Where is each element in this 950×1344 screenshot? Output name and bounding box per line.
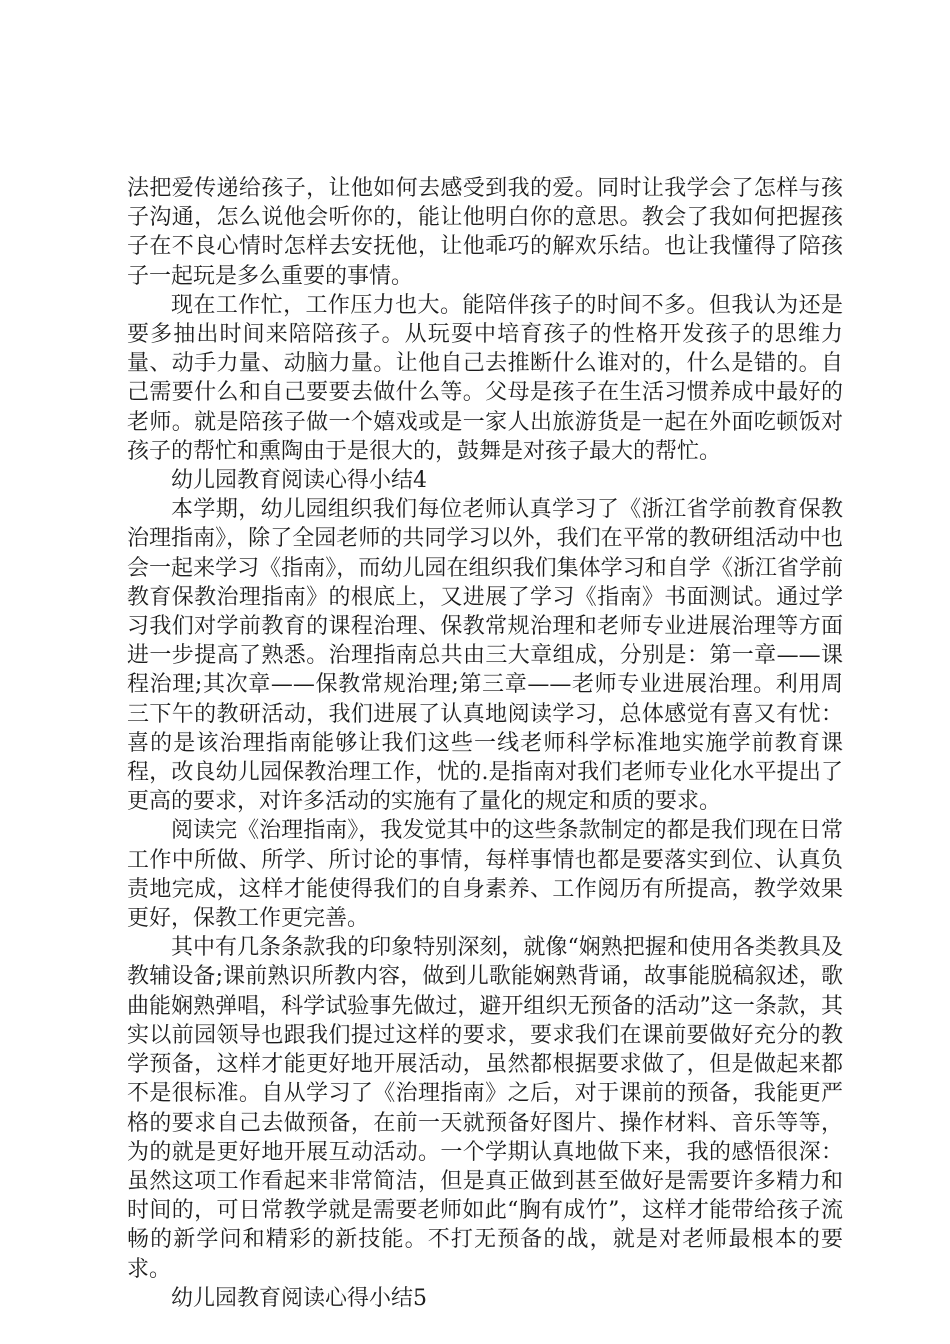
section-heading-5: 幼儿园教育阅读心得小结5 (171, 1285, 427, 1311)
paragraph-continuation: 法把爱传递给孩子，让他如何去感受到我的爱。同时让我学会了怎样与孩子沟通，怎么说他会听你的，能让他明白你的意思。教会了我如何把握孩子在不良心情时怎样去安抚他，让他乖巧的解欢乐结。也让我懂得了陪孩子一起玩是多么重要的事情。 (127, 176, 843, 289)
paragraph-after-reading: 阅读完《治理指南》，我发觉其中的这些条款制定的都是我们现在日常工作中所做、所学、所讨论的事情，每样事情也都是要落实到位、认真负责地完成，这样才能使得我们的自身素养、工作阅历有所提高，教学效果更好，保教工作更完善。 (127, 818, 843, 932)
document-body (127, 174, 843, 1313)
section-heading-4: 幼儿园教育阅读心得小结4 (171, 468, 427, 494)
paragraph-guide-study: 本学期，幼儿园组织我们每位老师认真学习了《浙江省学前教育保教治理指南》，除了全园老师的共同学习以外，我们在平常的教研组活动中也会一起来学习《指南》，而幼儿园在组织我们集体学习和自学《浙江省学前教育保教治理指南》的根底上，又进展了学习《指南》书面测试。通过学习我们对学前教育的课程治理、保教常规治理和老师专业进展治理等方面进一步提高了熟悉。治理指南总共由三大章组成，分别是：第一章——课程治理;其次章——保教常规治理;第三章——老师专业进展治理。利用周三下午的教研活动，我们进展了认真地阅读学习，总体感觉有喜又有忧：喜的是该治理指南能够让我们这些一线老师科学标准地实施学前教育课程，改良幼儿园保教治理工作，忧的.是指南对我们老师专业化水平提出了更高的要求，对许多活动的实施有了量化的规定和质的要求。 (127, 497, 843, 815)
paragraph-accompany-children: 现在工作忙，工作压力也大。能陪伴孩子的时间不多。但我认为还是要多抽出时间来陪陪孩子。从玩耍中培育孩子的性格开发孩子的思维力量、动手力量、动脑力量。让他自己去推断什么谁对的，什么是错的。自己需要什么和自己要要去做什么等。父母是孩子在生活习惯养成中最好的老师。就是陪孩子做一个嬉戏或是一家人出旅游货是一起在外面吃顿饭对孩子的帮忙和熏陶由于是很大的，鼓舞是对孩子最大的帮忙。 (127, 292, 843, 464)
paragraph-impressive-clauses: 其中有几条条款我的印象特别深刻，就像“娴熟把握和使用各类教具及教辅设备;课前熟识所教内容，做到儿歌能娴熟背诵，故事能脱稿叙述，歌曲能娴熟弹唱，科学试验事先做过，避开组织无预备的活动”这一条款，其实以前园领导也跟我们提过这样的要求，要求我们在课前要做好充分的教学预备，这样才能更好地开展活动，虽然都根据要求做了，但是做起来都不是很标准。自从学习了《治理指南》之后，对于课前的预备，我能更严格的要求自己去做预备，在前一天就预备好图片、操作材料、音乐等等，为的就是更好地开展互动活动。一个学期认真地做下来，我的感悟很深：虽然这项工作看起来非常简洁，但是真正做到甚至做好是需要许多精力和时间的，可日常教学就是需要老师如此“胸有成竹”，这样才能带给孩子流畅的新学问和精彩的新技能。不打无预备的战，就是对老师最根本的要求。 (127, 935, 843, 1282)
